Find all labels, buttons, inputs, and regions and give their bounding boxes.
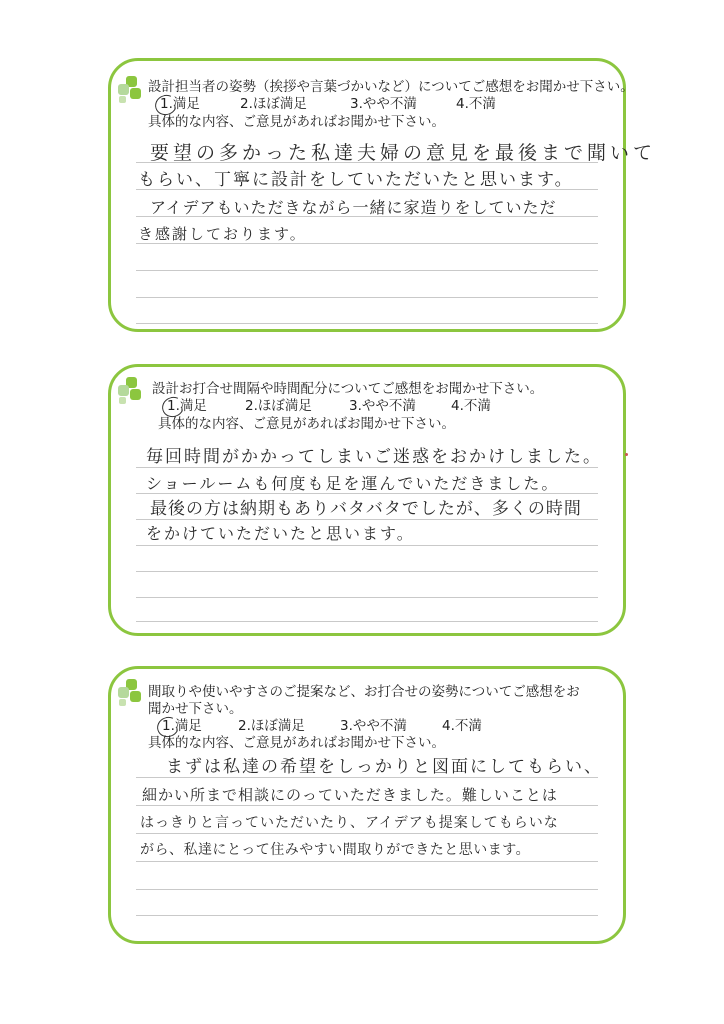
answer-line: 毎回時間がかかってしまいご迷惑をおかけしました。 xyxy=(146,447,602,467)
option-3: 3.やや不満 xyxy=(340,718,407,734)
question-text: 設計担当者の姿勢（挨拶や言葉づかいなど）についてご感想をお聞かせ下さい。 xyxy=(148,79,634,95)
answer-line: 細かい所まで相談にのっていただきました。難しいことは xyxy=(142,786,558,804)
option-3: 3.やや不満 xyxy=(350,96,417,112)
option-4: 4.不満 xyxy=(442,718,482,734)
clover-icon xyxy=(118,76,144,102)
option-3: 3.やや不満 xyxy=(349,398,416,414)
stray-mark xyxy=(625,453,628,456)
option-4: 4.不満 xyxy=(456,96,496,112)
option-1: 1.満足 xyxy=(167,398,207,414)
answer-line: もらい、丁寧に設計をしていただいたと思います。 xyxy=(138,170,574,190)
answer-line: 要望の多かった私達夫婦の意見を最後まで聞いて xyxy=(150,142,657,164)
question-text: 聞かせ下さい。 xyxy=(148,701,243,717)
detail-prompt: 具体的な内容、ご意見があればお聞かせ下さい。 xyxy=(158,416,455,432)
clover-icon xyxy=(118,679,144,705)
question-text: 設計お打合せ間隔や時間配分についてご感想をお聞かせ下さい。 xyxy=(152,381,544,397)
option-1: 1.満足 xyxy=(162,718,202,734)
answer-line: はっきりと言っていただいたり、アイデアも提案してもらいな xyxy=(140,815,559,831)
answer-line: まずは私達の希望をしっかりと図面にしてもらい、 xyxy=(166,757,603,777)
detail-prompt: 具体的な内容、ご意見があればお聞かせ下さい。 xyxy=(148,114,445,130)
answer-line: アイデアもいただきながら一緒に家造りをしていただ xyxy=(150,198,557,217)
option-2: 2.ほぼ満足 xyxy=(245,398,312,414)
answer-line: 最後の方は納期もありバタバタでしたが、多くの時間 xyxy=(150,499,582,519)
answer-line: き感謝しております。 xyxy=(138,225,307,243)
answer-line: をかけていただいたと思います。 xyxy=(146,524,415,543)
detail-prompt: 具体的な内容、ご意見があればお聞かせ下さい。 xyxy=(148,735,445,751)
option-1: 1.満足 xyxy=(160,96,200,112)
question-text: 間取りや使いやすさのご提案など、お打合せの姿勢についてご感想をお xyxy=(148,684,580,700)
option-2: 2.ほぼ満足 xyxy=(240,96,307,112)
option-2: 2.ほぼ満足 xyxy=(238,718,305,734)
clover-icon xyxy=(118,377,144,403)
answer-line: がら、私達にとって住みやすい間取りができたと思います。 xyxy=(140,842,531,858)
answer-line: ショールームも何度も足を運んでいただきました。 xyxy=(146,474,560,493)
option-4: 4.不満 xyxy=(451,398,491,414)
